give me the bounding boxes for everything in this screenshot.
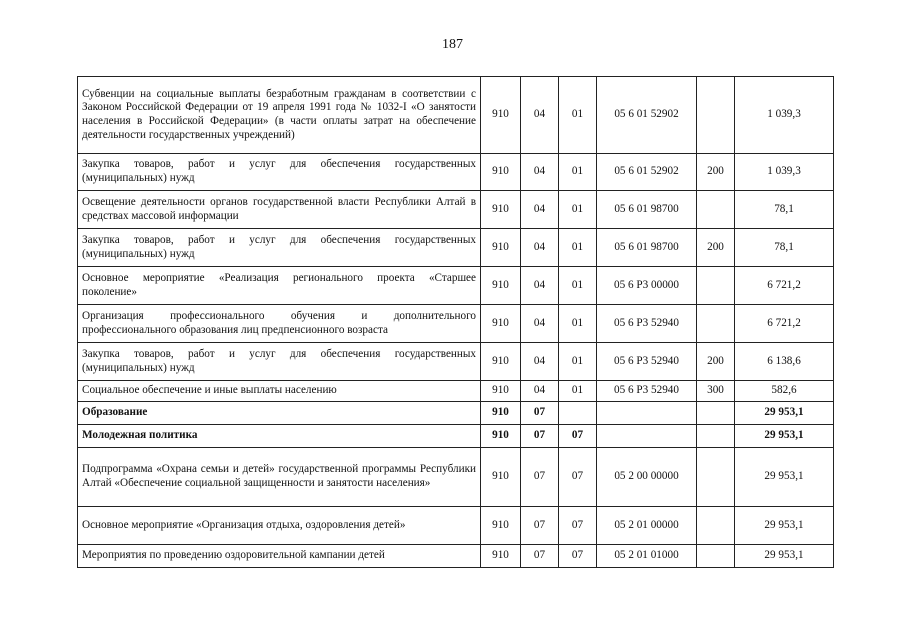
- expense-type-cell: [697, 402, 735, 425]
- table-row: [78, 77, 834, 154]
- subsection-code-cell: 01: [559, 77, 597, 154]
- row-name-cell: Подпрограмма «Охрана семьи и детей» государственной программы Республики Алтай «Обеспечение социальной защищенности и занятости населения»: [78, 448, 481, 507]
- amount-cell: 29 953,1: [735, 425, 834, 448]
- section-code-cell: 07: [521, 545, 559, 568]
- section-code-cell: 07: [521, 507, 559, 545]
- section-code-cell: 04: [521, 305, 559, 343]
- section-code-cell: 07: [521, 425, 559, 448]
- target-article-cell: 05 2 01 01000: [597, 545, 697, 568]
- expense-type-cell: [697, 191, 735, 229]
- page-number: 187: [442, 37, 463, 52]
- subsection-code-cell: 01: [559, 267, 597, 305]
- subsection-code-cell: 01: [559, 305, 597, 343]
- subsection-code-cell: [559, 402, 597, 425]
- subsection-code-cell: 01: [559, 229, 597, 267]
- target-article-cell: 05 2 00 00000: [597, 448, 697, 507]
- table-row: [78, 545, 834, 568]
- ministry-code-cell: 910: [481, 381, 521, 402]
- amount-cell: 6 721,2: [735, 305, 834, 343]
- row-name-cell: Субвенции на социальные выплаты безработным гражданам в соответствии с Законом Российской Федерации от 19 апреля 1991 года № 1032-I «О занятости населения в Российской Федерации» (в части оплаты затрат на обеспечение деятельности государственных учреждений): [78, 77, 481, 154]
- target-article-cell: 05 6 01 52902: [597, 154, 697, 191]
- ministry-code-cell: 910: [481, 191, 521, 229]
- row-name-cell: Закупка товаров, работ и услуг для обеспечения государственных (муниципальных) нужд: [78, 229, 481, 267]
- expense-type-cell: [697, 425, 735, 448]
- ministry-code-cell: 910: [481, 507, 521, 545]
- amount-cell: 29 953,1: [735, 507, 834, 545]
- table-row: [78, 425, 834, 448]
- table-row: [78, 402, 834, 425]
- table-row: [78, 154, 834, 191]
- row-name-cell: Закупка товаров, работ и услуг для обеспечения государственных (муниципальных) нужд: [78, 154, 481, 191]
- subsection-code-cell: 01: [559, 381, 597, 402]
- target-article-cell: [597, 425, 697, 448]
- subsection-code-cell: 01: [559, 154, 597, 191]
- table-row: [78, 229, 834, 267]
- target-article-cell: 05 2 01 00000: [597, 507, 697, 545]
- section-code-cell: 07: [521, 402, 559, 425]
- amount-cell: 6 721,2: [735, 267, 834, 305]
- expense-type-cell: 200: [697, 229, 735, 267]
- section-code-cell: 04: [521, 229, 559, 267]
- section-code-cell: 04: [521, 191, 559, 229]
- ministry-code-cell: 910: [481, 545, 521, 568]
- subsection-code-cell: 07: [559, 448, 597, 507]
- table-row: [78, 305, 834, 343]
- row-name-cell: Социальное обеспечение и иные выплаты населению: [78, 381, 481, 402]
- subsection-code-cell: 01: [559, 343, 597, 381]
- expense-type-cell: 200: [697, 343, 735, 381]
- target-article-cell: 05 6 01 98700: [597, 229, 697, 267]
- row-name-cell: Мероприятия по проведению оздоровительной кампании детей: [78, 545, 481, 568]
- target-article-cell: 05 6 P3 52940: [597, 381, 697, 402]
- budget-table-body: [78, 77, 834, 568]
- expense-type-cell: [697, 545, 735, 568]
- target-article-cell: 05 6 01 52902: [597, 77, 697, 154]
- table-row: [78, 381, 834, 402]
- ministry-code-cell: 910: [481, 343, 521, 381]
- ministry-code-cell: 910: [481, 402, 521, 425]
- ministry-code-cell: 910: [481, 305, 521, 343]
- expense-type-cell: [697, 507, 735, 545]
- table-row: [78, 343, 834, 381]
- row-name-cell: Молодежная политика: [78, 425, 481, 448]
- amount-cell: 1 039,3: [735, 77, 834, 154]
- amount-cell: 29 953,1: [735, 402, 834, 425]
- amount-cell: 78,1: [735, 229, 834, 267]
- ministry-code-cell: 910: [481, 229, 521, 267]
- target-article-cell: [597, 402, 697, 425]
- amount-cell: 29 953,1: [735, 448, 834, 507]
- row-name-cell: Образование: [78, 402, 481, 425]
- expense-type-cell: 300: [697, 381, 735, 402]
- amount-cell: 78,1: [735, 191, 834, 229]
- table-row: [78, 507, 834, 545]
- row-name-cell: Освещение деятельности органов государственной власти Республики Алтай в средствах массовой информации: [78, 191, 481, 229]
- budget-table: [77, 76, 834, 568]
- table-row: [78, 267, 834, 305]
- section-code-cell: 04: [521, 154, 559, 191]
- subsection-code-cell: 07: [559, 425, 597, 448]
- row-name-cell: Организация профессионального обучения и дополнительного профессионального образования лиц предпенсионного возраста: [78, 305, 481, 343]
- ministry-code-cell: 910: [481, 425, 521, 448]
- ministry-code-cell: 910: [481, 77, 521, 154]
- section-code-cell: 07: [521, 448, 559, 507]
- target-article-cell: 05 6 P3 52940: [597, 343, 697, 381]
- table-row: [78, 191, 834, 229]
- section-code-cell: 04: [521, 343, 559, 381]
- amount-cell: 582,6: [735, 381, 834, 402]
- subsection-code-cell: 07: [559, 545, 597, 568]
- section-code-cell: 04: [521, 267, 559, 305]
- subsection-code-cell: 07: [559, 507, 597, 545]
- ministry-code-cell: 910: [481, 267, 521, 305]
- section-code-cell: 04: [521, 77, 559, 154]
- amount-cell: 6 138,6: [735, 343, 834, 381]
- ministry-code-cell: 910: [481, 154, 521, 191]
- expense-type-cell: [697, 448, 735, 507]
- expense-type-cell: [697, 77, 735, 154]
- expense-type-cell: [697, 267, 735, 305]
- expense-type-cell: 200: [697, 154, 735, 191]
- target-article-cell: 05 6 01 98700: [597, 191, 697, 229]
- subsection-code-cell: 01: [559, 191, 597, 229]
- section-code-cell: 04: [521, 381, 559, 402]
- target-article-cell: 05 6 P3 52940: [597, 305, 697, 343]
- ministry-code-cell: 910: [481, 448, 521, 507]
- target-article-cell: 05 6 P3 00000: [597, 267, 697, 305]
- table-row: [78, 448, 834, 507]
- row-name-cell: Основное мероприятие «Организация отдыха, оздоровления детей»: [78, 507, 481, 545]
- row-name-cell: Основное мероприятие «Реализация регионального проекта «Старшее поколение»: [78, 267, 481, 305]
- expense-type-cell: [697, 305, 735, 343]
- row-name-cell: Закупка товаров, работ и услуг для обеспечения государственных (муниципальных) нужд: [78, 343, 481, 381]
- amount-cell: 1 039,3: [735, 154, 834, 191]
- amount-cell: 29 953,1: [735, 545, 834, 568]
